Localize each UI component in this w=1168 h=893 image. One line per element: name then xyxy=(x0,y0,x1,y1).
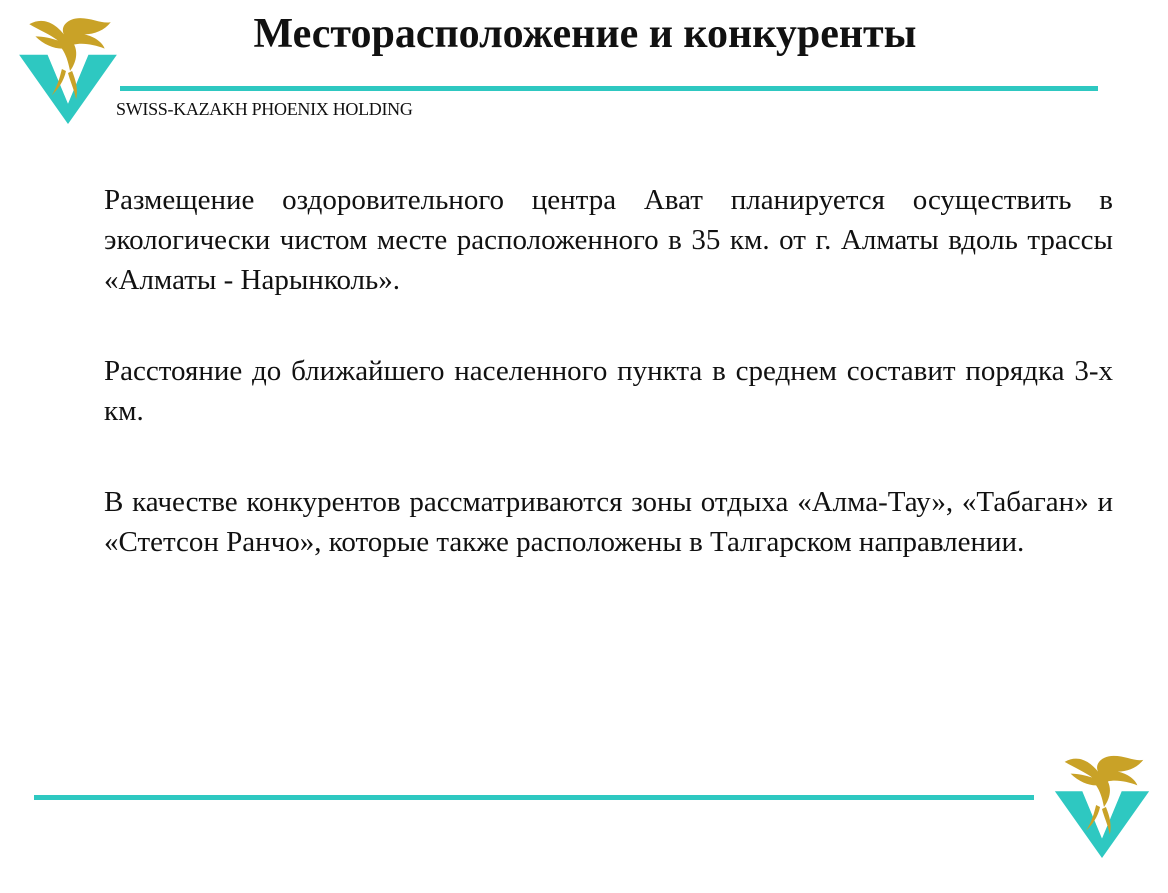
footer-divider xyxy=(34,795,1034,800)
company-name: SWISS-KAZAKH PHOENIX HOLDING xyxy=(116,99,413,119)
phoenix-logo-icon xyxy=(16,14,120,126)
paragraph-distance: Расстояние до ближайшего населенного пункта в среднем составит порядка 3-х км. xyxy=(104,355,1113,427)
main-content xyxy=(104,180,1113,562)
page-title: Месторасположение и конкуренты xyxy=(253,11,917,57)
phoenix-logo-icon xyxy=(1052,752,1152,860)
paragraph-competitors: В качестве конкурентов рассматриваются зоны отдыха «Алма-Тау», «Табаган» и «Стетсон Ранчо», которые также расположены в Талгарском направлении. xyxy=(104,486,1113,558)
paragraph-location: Размещение оздоровительного центра Ават планируется осуществить в экологически чистом месте расположенного в 35 км. от г. Алматы вдоль трассы «Алматы - Нарынколь». xyxy=(104,184,1113,296)
header-divider xyxy=(120,86,1098,91)
